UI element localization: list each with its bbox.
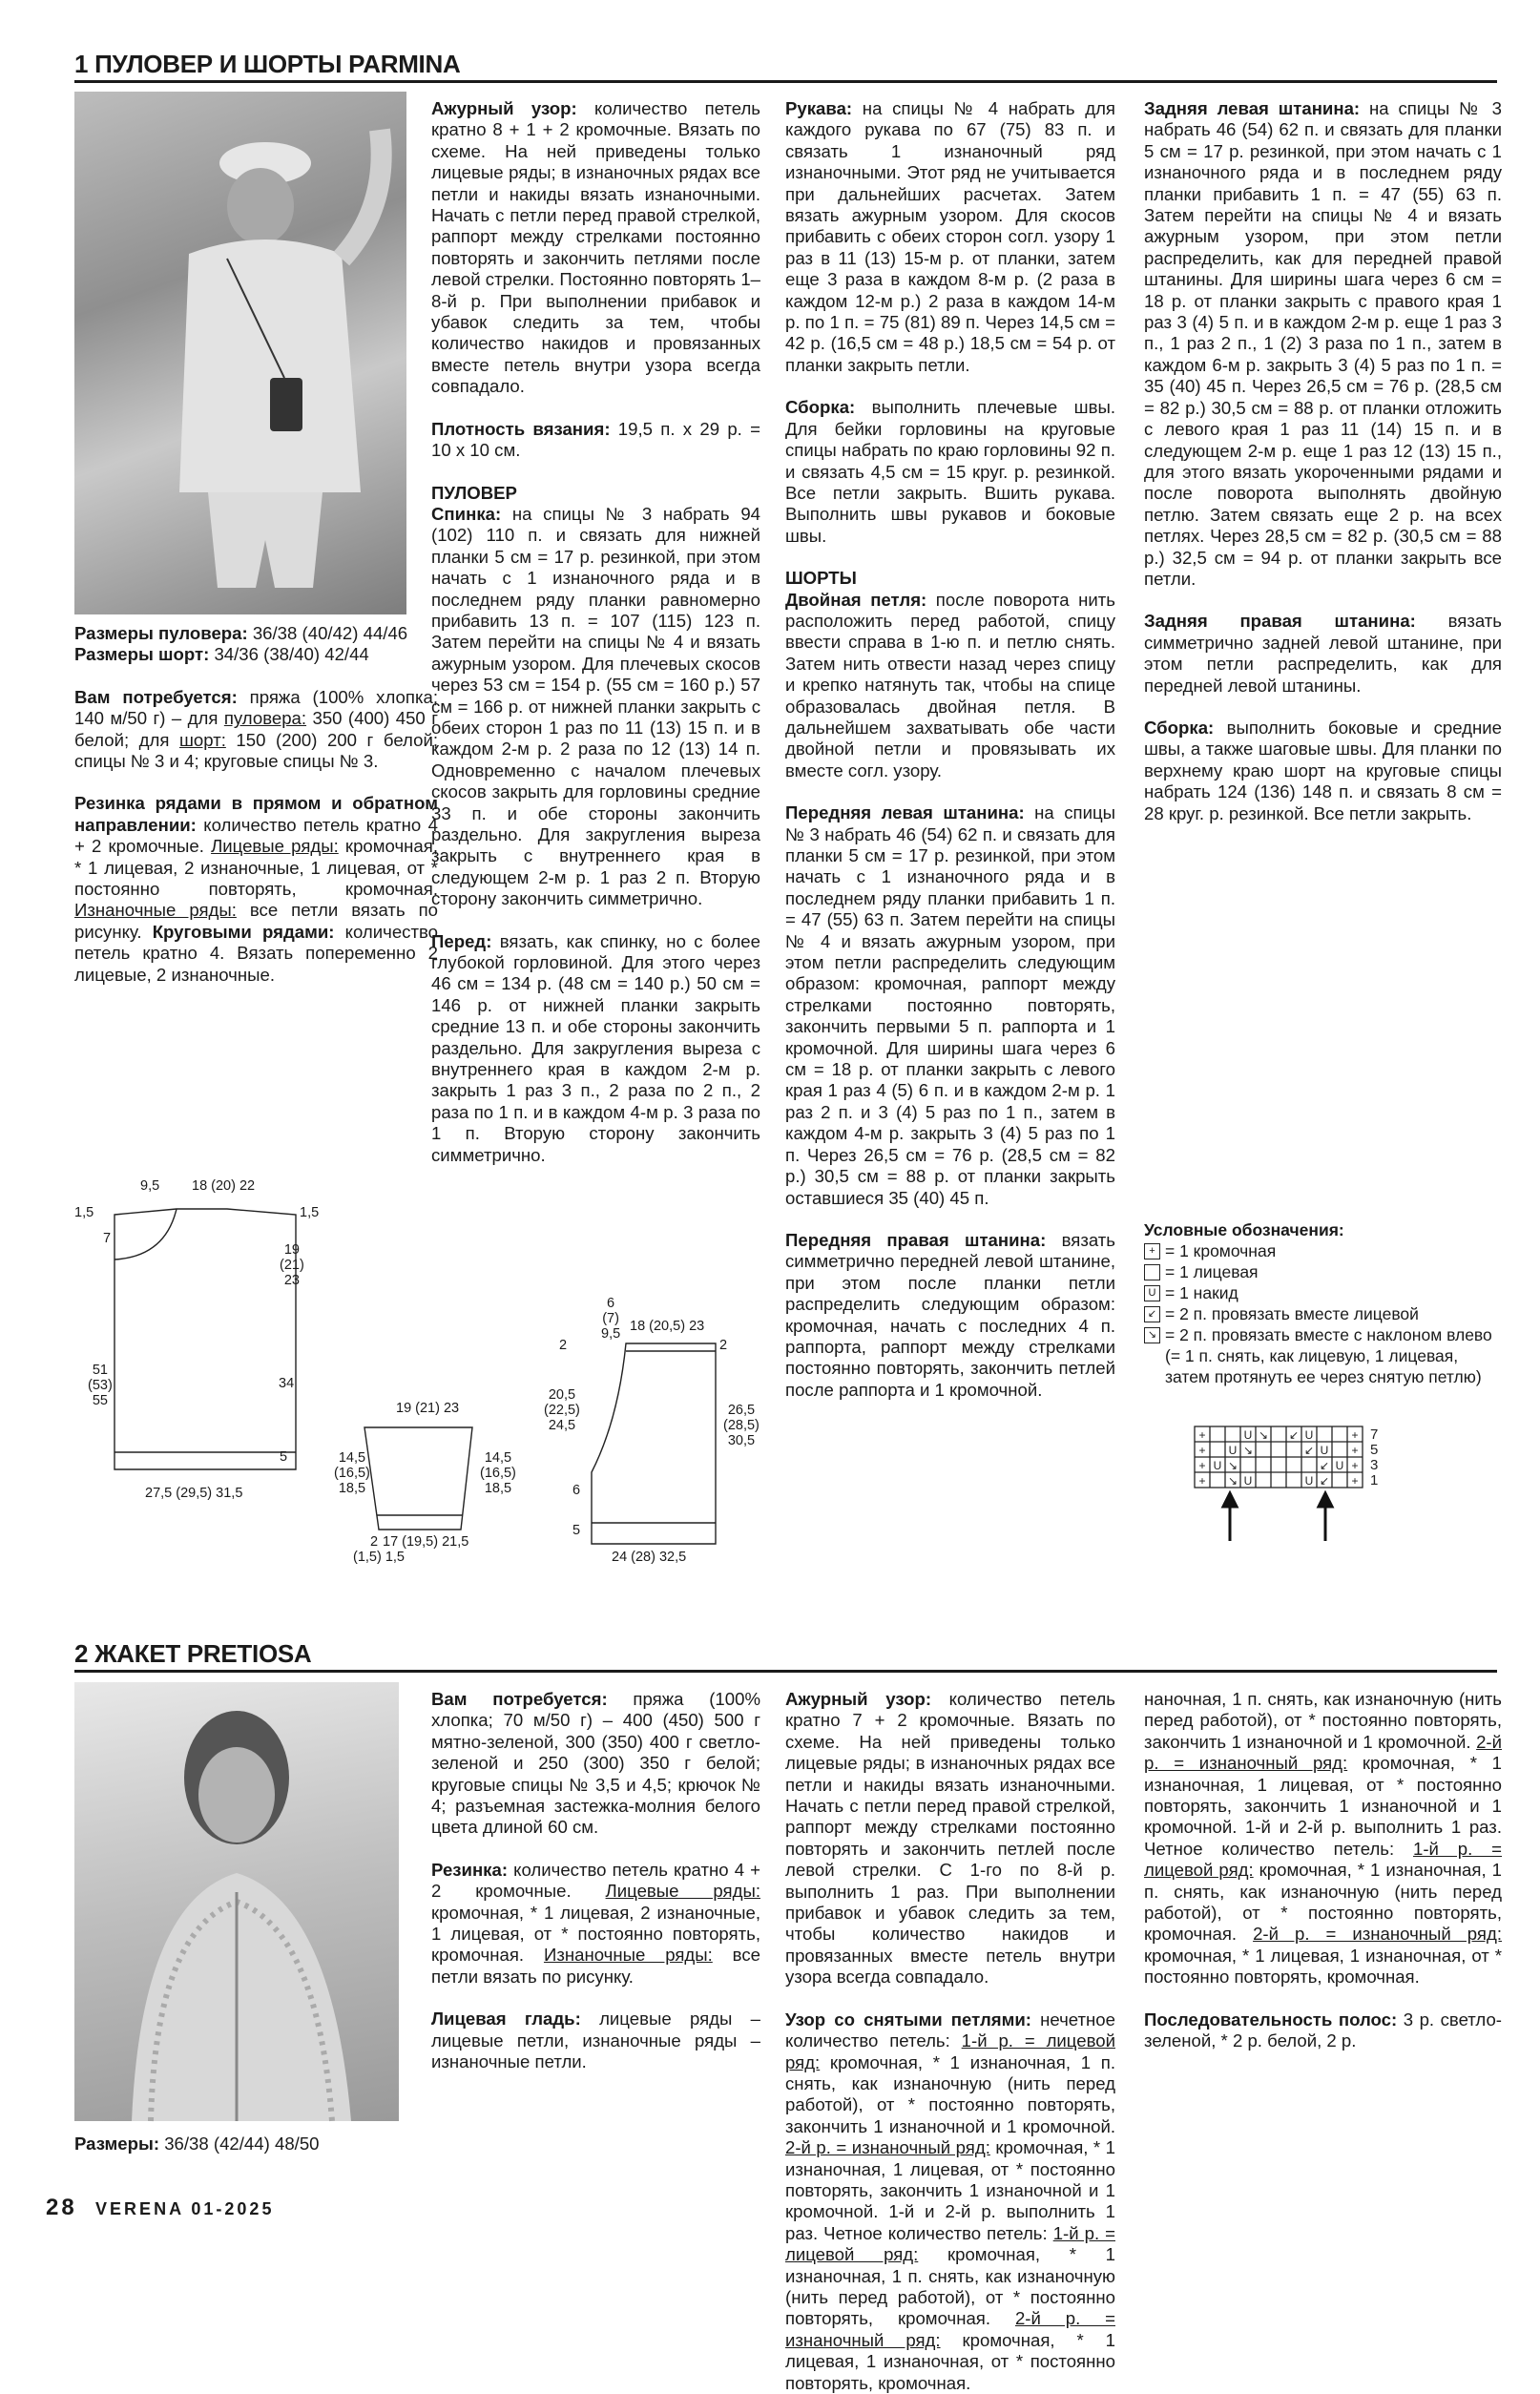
dim-back-neck-depth: 7 xyxy=(103,1231,112,1246)
front-left-leg-label: Передняя левая штанина: xyxy=(785,802,1025,823)
dim-back-slope-right: 1,5 xyxy=(300,1205,320,1220)
materials-label: Вам потребуется: xyxy=(431,1689,608,1709)
ssk-icon: ↘ xyxy=(1144,1327,1160,1343)
legend-item xyxy=(1144,1324,1507,1387)
section1-column-3 xyxy=(785,98,1115,1422)
lace-text: количество петель кратно 8 + 1 + 2 кромочные. Вязать по схеме. На ней приведены только лицевые ряды; в изнаночных рядах все петли и накиды вязать изнаночными. Начать с петли перед правой стрелкой, раппорт между стрелками постоянно повторять и закончить петлями после левой стрелки. Постоянно повторять 1–8-й р. При выполнении прибавок и убавок следить за тем, чтобы количество накидов и провязанных вместе петель внутри узора всегда совпадало. xyxy=(431,98,760,397)
svg-text:↙: ↙ xyxy=(1319,1459,1330,1472)
rib-label: Резинка: xyxy=(431,1859,509,1880)
chart-row-number: 3 xyxy=(1370,1457,1379,1473)
back-right-leg-label: Задняя правая штанина: xyxy=(1144,611,1416,632)
legend-item xyxy=(1144,1240,1507,1261)
dim-sleeve-left: 14,5 (16,5) 18,5 xyxy=(334,1450,370,1496)
slip-pattern-text: кромочная, * 1 лицевая, 1 изнаночная, от * постоянно повторять, кромочная. xyxy=(785,2329,1116,2393)
svg-text:U: U xyxy=(1304,1428,1314,1442)
dim-shorts-rise-right: 26,5 (28,5) 30,5 xyxy=(723,1403,760,1448)
svg-text:U: U xyxy=(1243,1474,1253,1488)
dim-back-side: 34 xyxy=(279,1376,295,1391)
rib-text: все петли вязать по рисунку. xyxy=(431,1945,760,1987)
rib-text: количество петель кратно 4. Вязать попеременно 2 лицевые, 2 изнаночные. xyxy=(74,921,438,985)
dim-shorts-band-right: 2 xyxy=(719,1338,728,1353)
dim-shorts-rise-left: 20,5 (22,5) 24,5 xyxy=(544,1387,580,1433)
legend-item-text: = 1 кромочная xyxy=(1165,1241,1277,1260)
slip-pattern-label: Узор со снятыми петлями: xyxy=(785,2009,1031,2030)
sizes-pullover-value: 36/38 (40/42) 44/46 xyxy=(247,623,408,643)
materials-text: пряжа (100% хлопка; 70 м/50 г) – 400 (450) 500 г мятно-зеленой, 300 (350) 400 г светло-зеленой и 250 (300) 350 г белой; круговые спицы № 3,5 и 4,5; крючок № 4; разъемная застежка-молния белого цвета длиной 60 см. xyxy=(431,1689,760,1838)
front-right-leg-text: вязать симметрично передней левой штанине, при этом после планки петли распределить следующим образом: кромочная, начать с последних 4 п. раппорта, раппорт между стрелками постоянно повторять, закончить петлей после раппорта и 1 кромочной. xyxy=(785,1229,1115,1400)
svg-text:+: + xyxy=(1198,1428,1206,1442)
svg-text:+: + xyxy=(1351,1428,1359,1442)
front-left-leg-text: на спицы № 3 набрать 46 (54) 62 п. и связать для планки 5 см = 17 р. резинкой, при этом начать с 1 изнаночного ряда и в последнем ряду планки прибавить 1 п. = 47 (55) 63 п. Затем перейти на спицы № 4 и вязать ажурным узором, при этом петли распределить следующим образом: кромочная, раппорт между стрелками постоянно повторять, закончить первыми 5 п. раппорта и 1 кромочной. Для ширины шага через 6 см = 18 р. от планки закрыть с левого края 1 раз 4 (5) 6 п. и в каждом 2-м р. 1 раз 2 п. и 3 (4) 5 раз по 1 п., затем в каждом 4-м р. закрыть 3 (4) 5 раз по 1 п. Через 26,5 см = 76 р. (28,5 см = 82 р.) 30,5 см = 88 р. от планки закрыть оставшиеся 35 (40) 45 п. xyxy=(785,802,1115,1208)
dim-shorts-band: 5 xyxy=(572,1523,581,1538)
slip-pattern-text: кромочная, * 1 изнаночная, 1 п. снять, как изнаночную (нить перед работой), от * постоянно повторять, закончить 1 изнаночной и 1 кромочной. xyxy=(785,2051,1115,2136)
materials-text: пряжа (100% хлопка; 140 м/50 г) – для xyxy=(74,686,438,729)
slip-pattern-text: кромочная, * 1 изнаночная, 1 лицевая, от * постоянно повторять, закончить 1 изнаночной и 1 кромочной. 1-й и 2-й р. выполнить 1 раз. Четное количество петель: xyxy=(785,2137,1115,2243)
slip-pattern-text: нечетное количество петель: xyxy=(785,2009,1115,2051)
section1-column-1 xyxy=(74,623,438,1007)
slip-row-1-even: 1-й р. = лицевой ряд: xyxy=(785,2222,1115,2265)
slip-row-2: 2-й р. = изнаночный ряд: xyxy=(785,2137,990,2158)
back-text: на спицы № 3 набрать 94 (102) 110 п. и связать для нижней планки 5 см = 17 р. резинкой, при этом начать с 1 изнаночного ряда и в последнем ряду планки равномерно прибавить 13 п. = 107 (115) 123 п. Затем перейти на спицы № 4 и вязать ажурным узором. Для плечевых скосов через 53 см = 154 р. (55 см = 160 р.) 57 см = 166 р. от нижней планки закрыть с обеих сторон 1 раз по 11 (13) 15 п. и в каждом 2-м р. 2 раза по 12 (13) 14 п. Одновременно с началом плечевых скосов закрыть для горловины средние 33 п. и обе стороны закончить раздельно. Для закругления выреза закрыть с внутреннего края в следующем 2-м р. 1 раз 2 п. Вторую сторону закончить симметрично. xyxy=(431,503,760,909)
chart-row-number: 7 xyxy=(1370,1426,1379,1443)
legend-title: Условные обозначения: xyxy=(1144,1220,1344,1239)
sizes-shorts-value: 34/36 (38/40) 42/44 xyxy=(209,644,369,665)
rib-face-rows: Лицевые ряды: xyxy=(211,836,339,857)
svg-text:+: + xyxy=(1351,1444,1359,1457)
lace-chart-grid xyxy=(1195,1426,1433,1551)
double-stitch-text: после поворота нить расположить перед работой, спицу ввести справа в 1-ю п. и петлю снять. Затем нить отвести назад через спицу и крепко натянуть так, чтобы на спице образовалась двойная петля. В дальнейшем захватывать обе части двойной петли и провязывать их вместе согл. узору. xyxy=(785,589,1115,781)
materials-text: 150 (200) 200 г белой; спицы № 3 и 4; круговые спицы № 3. xyxy=(74,729,438,772)
svg-text:↙: ↙ xyxy=(1319,1474,1330,1488)
sleeves-label: Рукава: xyxy=(785,98,853,118)
chart-row-number: 1 xyxy=(1370,1472,1379,1488)
stripes-text: 3 р. светло-зеленой, * 2 р. белой, 2 р. xyxy=(1144,2009,1502,2051)
svg-text:U: U xyxy=(1243,1428,1253,1442)
svg-text:↘: ↘ xyxy=(1227,1474,1238,1488)
lace-text: количество петель кратно 7 + 2 кромочные. Вязать по схеме. На ней приведены только лицевые ряды; в изнаночных рядах все петли и накиды вязать изнаночными. Начать с петли перед правой стрелкой, раппорт между стрелками постоянно повторять и закончить петлей после левой стрелки. С 1-го по 8-й р. выполнить 1 раз. При выполнении прибавок и убавок следить за тем, чтобы количество накидов и провязанных вместе петель внутри узора всегда совпадало. xyxy=(785,1689,1115,1988)
dim-sleeve-bottom: 17 (19,5) 21,5 xyxy=(383,1534,469,1550)
yarn-over-icon: U xyxy=(1144,1285,1160,1301)
chart-row-number: 5 xyxy=(1370,1442,1379,1458)
back-left-leg-label: Задняя левая штанина: xyxy=(1144,98,1361,118)
legend-item-text: = 2 п. провязать вместе лицевой xyxy=(1165,1304,1419,1323)
k2tog-icon: ↙ xyxy=(1144,1306,1160,1322)
svg-text:+: + xyxy=(1351,1459,1359,1472)
dim-sleeve-edge: (1,5) 1,5 xyxy=(353,1550,405,1565)
svg-text:+: + xyxy=(1198,1474,1206,1488)
sleeve-schematic xyxy=(329,1391,539,1568)
svg-text:↙: ↙ xyxy=(1288,1428,1300,1442)
svg-text:+: + xyxy=(1351,1474,1359,1488)
model-photo-icon xyxy=(74,92,406,614)
rib-text: кромочная, * 1 лицевая, 2 изнаночные, 1 лицевая, от * постоянно повторять, кромочная. xyxy=(431,1902,760,1966)
dim-back-length: 51 (53) 55 xyxy=(88,1363,113,1408)
sleeves-text: на спицы № 4 набрать для каждого рукава по 67 (75) 83 п. и связать 1 изнаночный ряд изнаночными. Этот ряд не учитывается при дальнейших расчетах. Затем вязать ажурным узором. Для скосов прибавить с обеих сторон согл. узору 1 раз в 11 (13) 15-м р. от планки, затем еще 3 раза в каждом 8-м р. (2 раза в каждом 12-м р.) 2 раза в каждом 14-м р. по 1 п. = 75 (81) 89 п. Через 14,5 см = 42 р. (16,5 см = 48 р.) 18,5 см = 54 р. от планки закрыть петли. xyxy=(785,98,1115,375)
svg-text:↘: ↘ xyxy=(1227,1459,1238,1472)
svg-text:U: U xyxy=(1213,1459,1222,1472)
rib-label: Резинка рядами в прямом и обратном направлении: xyxy=(74,793,438,835)
dim-back-slope-left: 1,5 xyxy=(74,1205,94,1220)
shorts-assembly-text: выполнить боковые и средние швы, а также шаговые швы. Для планки по верхнему краю шорт на круговые спицы набрать 124 (136) 148 п. и связать 8 см = 28 круг. р. резинкой. Все петли закрыть. xyxy=(1144,717,1502,823)
section2-title: 2 ЖАКЕТ PRETIOSA xyxy=(74,1639,312,1668)
repeat-arrow-icon xyxy=(1223,1493,1332,1541)
rib-text: количество петель кратно 4 + 2 кромочные. xyxy=(74,814,438,857)
front-text: вязать, как спинку, но с более глубокой горловиной. Для этого через 46 см = 134 р. (48 см = 140 р.) 50 см = 146 р. от нижней планки закрыть средние 13 п. и обе стороны закончить раздельно. Для закругления выреза с внутреннего края в каждом 2-м р. закрыть 1 раз 3 п., 2 раза по 2 п., 2 раза по 1 п. и в каждом 4-м р. 3 раза по 1 п. Вторую сторону закончить симметрично. xyxy=(431,930,760,1165)
assembly-label: Сборка: xyxy=(785,397,856,418)
pullover-schematic xyxy=(74,1178,332,1555)
section1-title: 1 ПУЛОВЕР И ШОРТЫ PARMINA xyxy=(74,50,461,78)
rib-text: количество петель кратно 4 + 2 кромочные. xyxy=(431,1859,760,1902)
dim-sleeve-top: 19 (21) 23 xyxy=(396,1401,460,1416)
density-label: Плотность вязания: xyxy=(431,418,611,439)
density-text: 19,5 п. х 29 р. = 10 х 10 см. xyxy=(431,418,760,461)
svg-text:↘: ↘ xyxy=(1242,1444,1254,1457)
slip-continuation: наночная, 1 п. снять, как изнаночную (нить перед работой), от * постоянно повторять, закончить 1 изнаночной и 1 кромочной. 2-й р. = изнаночный ряд: кромочная, * 1 изнаночная, 1 лицевая, от * постоянно повторять, закончить 1 изнаночной и 1 кромочной. 1-й и 2-й р. выполнить 1 раз. Четное количество петель: 1-й р. = лицевой ряд: кромочная, * 1 изнаночная, 1 п. снять, как изнаночную (нить перед работой), от * постоянно повторять, кромочная. 2-й р. = изнаночный ряд: кромочная, * 1 лицевая, 1 изнаночная, от * постоянно повторять, кромочная. xyxy=(1144,1689,1503,1988)
dim-shorts-band-top: 2 xyxy=(559,1338,568,1353)
section1-photo xyxy=(74,92,406,614)
dim-back-width: 27,5 (29,5) 31,5 xyxy=(145,1486,243,1501)
lace-label: Ажурный узор: xyxy=(431,98,577,118)
rib-purl-rows: Изнаночные ряды: xyxy=(74,900,237,921)
front-label: Перед: xyxy=(431,930,492,951)
svg-text:+: + xyxy=(1198,1444,1206,1457)
front-right-leg-label: Передняя правая штанина: xyxy=(785,1229,1047,1250)
edge-stitch-icon: + xyxy=(1144,1243,1160,1259)
section2-column-3 xyxy=(785,1689,1116,2393)
stripes-label: Последовательность полос: xyxy=(1144,2009,1398,2030)
dim-back-shoulder: 9,5 xyxy=(140,1178,160,1194)
svg-text:↙: ↙ xyxy=(1303,1444,1315,1457)
magazine-issue: VERENA 01-2025 xyxy=(95,2199,275,2218)
lace-chart xyxy=(1195,1426,1433,1555)
section2-rule xyxy=(74,1670,1497,1673)
legend xyxy=(1144,1219,1507,1387)
legend-item xyxy=(1144,1261,1507,1282)
shorts-assembly-label: Сборка: xyxy=(1144,717,1215,738)
page-footer xyxy=(46,2195,274,2221)
svg-text:U: U xyxy=(1335,1459,1344,1472)
section1-column-4 xyxy=(1144,98,1502,845)
svg-text:+: + xyxy=(1198,1459,1206,1472)
stockinette-label: Лицевая гладь: xyxy=(431,2009,581,2030)
rib-round-label: Круговыми рядами: xyxy=(152,921,335,942)
section2-column-4 xyxy=(1144,1689,1502,2073)
materials-text: 350 (400) 450 г белой; для xyxy=(74,708,438,750)
rib-text: все петли вязать по рисунку. xyxy=(74,900,438,942)
sizes-pullover-label: Размеры пуловера: xyxy=(74,623,248,643)
materials-pullover: пуловера: xyxy=(223,708,307,729)
slip-pattern-text: кромочная, * 1 изнаночная, 1 п. снять, как изнаночную (нить перед работой), от * постоянно повторять, кромочная. xyxy=(785,2244,1115,2329)
back-right-leg-text: вязать симметрично задней левой штанине, при этом петли распределить, как для передней левой штанины. xyxy=(1144,611,1502,696)
section2-photo xyxy=(74,1682,399,2121)
knit-stitch-icon xyxy=(1144,1264,1160,1280)
page-number: 28 xyxy=(46,2195,77,2220)
legend-item-text: = 1 лицевая xyxy=(1165,1262,1259,1281)
assembly-text: выполнить плечевые швы. Для бейки горловины на круговые спицы набрать по краю горловины 92 п. и связать 4,5 см = 15 круг. р. резинкой. Все петли закрыть. Вшить рукава. Выполнить швы рукавов и боковые швы. xyxy=(785,397,1115,546)
section1-rule xyxy=(74,80,1497,83)
shorts-schematic xyxy=(544,1296,773,1577)
dim-sleeve-band: 2 xyxy=(370,1534,379,1550)
section2-column-2 xyxy=(431,1689,760,2094)
model-photo-icon xyxy=(74,1682,399,2121)
shorts-heading: ШОРТЫ xyxy=(785,568,857,589)
section1-column-2 xyxy=(431,98,760,1187)
rib-face-rows: Лицевые ряды: xyxy=(605,1881,760,1902)
stockinette-text: лицевые ряды – лицевые петли, изнаночные ряды – изнаночные петли. xyxy=(431,2009,760,2072)
back-label: Спинка: xyxy=(431,503,502,524)
lace-label: Ажурный узор: xyxy=(785,1689,932,1709)
legend-item xyxy=(1144,1303,1507,1324)
dim-back-neck: 18 (20) 22 xyxy=(192,1178,256,1194)
sizes-label: Размеры: xyxy=(74,2134,160,2154)
legend-item xyxy=(1144,1282,1507,1303)
svg-text:U: U xyxy=(1304,1474,1314,1488)
sizes-shorts-label: Размеры шорт: xyxy=(74,644,210,665)
legend-item-text: = 2 п. провязать вместе с наклоном влево (= 1 п. снять, как лицевую, 1 лицевая, затем протянуть ее через снятую петлю) xyxy=(1165,1325,1492,1386)
dim-sleeve-right: 14,5 (16,5) 18,5 xyxy=(480,1450,516,1496)
dim-back-armhole: 19 (21) 23 xyxy=(280,1242,304,1288)
svg-text:U: U xyxy=(1320,1444,1329,1457)
dim-shorts-width: 24 (28) 32,5 xyxy=(612,1550,687,1565)
rib-purl-rows: Изнаночные ряды: xyxy=(543,1945,713,1966)
back-left-leg-text: на спицы № 3 набрать 46 (54) 62 п. и связать для планки 5 см = 17 р. резинкой, при этом начать с 1 изнаночного ряда и в последнем ряду планки прибавить 1 п. = 47 (55) 63 п. Затем перейти на спицы № 4 и вязать ажурным узором, при этом петли распределить, как для передней правой штанины. Для ширины шага через 6 см = 18 р. от планки закрыть с правого края 1 раз 3 (4) 5 п. и в каждом 2-м р. еще 1 раз 3 п., 1 раз 2 п., 1 (2) 3 раза по 1 п., затем в каждом 6-м р. закрыть 3 (4) 5 раз по 1 п. = 35 (40) 45 п. Через 26,5 см = 76 р. (28,5 см = 82 р.) 30,5 см = 88 р. от планки отложить с левого края 1 раз 11 (14) 15 п. и в следующем 2-м р. еще 1 раз 12 (13) 15 п., для этого вязать укороченными рядами и после поворота выполнять двойную петлю. Затем связать еще 2 р. на всех петлях. Через 28,5 см = 82 р. (30,5 см = 88 р.) 32,5 см = 94 р. от планки закрыть все петли. xyxy=(1144,98,1502,589)
materials-shorts: шорт: xyxy=(179,729,226,750)
legend-item-text: = 1 накид xyxy=(1165,1283,1238,1302)
materials-label: Вам потребуется: xyxy=(74,686,238,707)
pullover-heading: ПУЛОВЕР xyxy=(431,482,517,503)
slip-row-2-even: 2-й р. = изнаночный ряд: xyxy=(785,2308,1115,2350)
svg-text:↘: ↘ xyxy=(1258,1428,1269,1442)
dim-shorts-step: 6 xyxy=(572,1483,581,1498)
svg-text:U: U xyxy=(1228,1444,1238,1457)
double-stitch-label: Двойная петля: xyxy=(785,589,927,610)
dim-shorts-top-left: 6 (7) 9,5 xyxy=(601,1296,621,1342)
slip-row-1: 1-й р. = лицевой ряд: xyxy=(785,2030,1115,2072)
section2-sizes xyxy=(74,2134,399,2175)
rib-text: кромочная, * 1 лицевая, 2 изнаночные, 1 лицевая, от * постоянно повторять, кромочная. xyxy=(74,836,438,900)
sizes-value: 36/38 (42/44) 48/50 xyxy=(159,2134,320,2154)
dim-shorts-top-right: 18 (20,5) 23 xyxy=(630,1319,705,1334)
dim-back-band: 5 xyxy=(280,1449,288,1465)
